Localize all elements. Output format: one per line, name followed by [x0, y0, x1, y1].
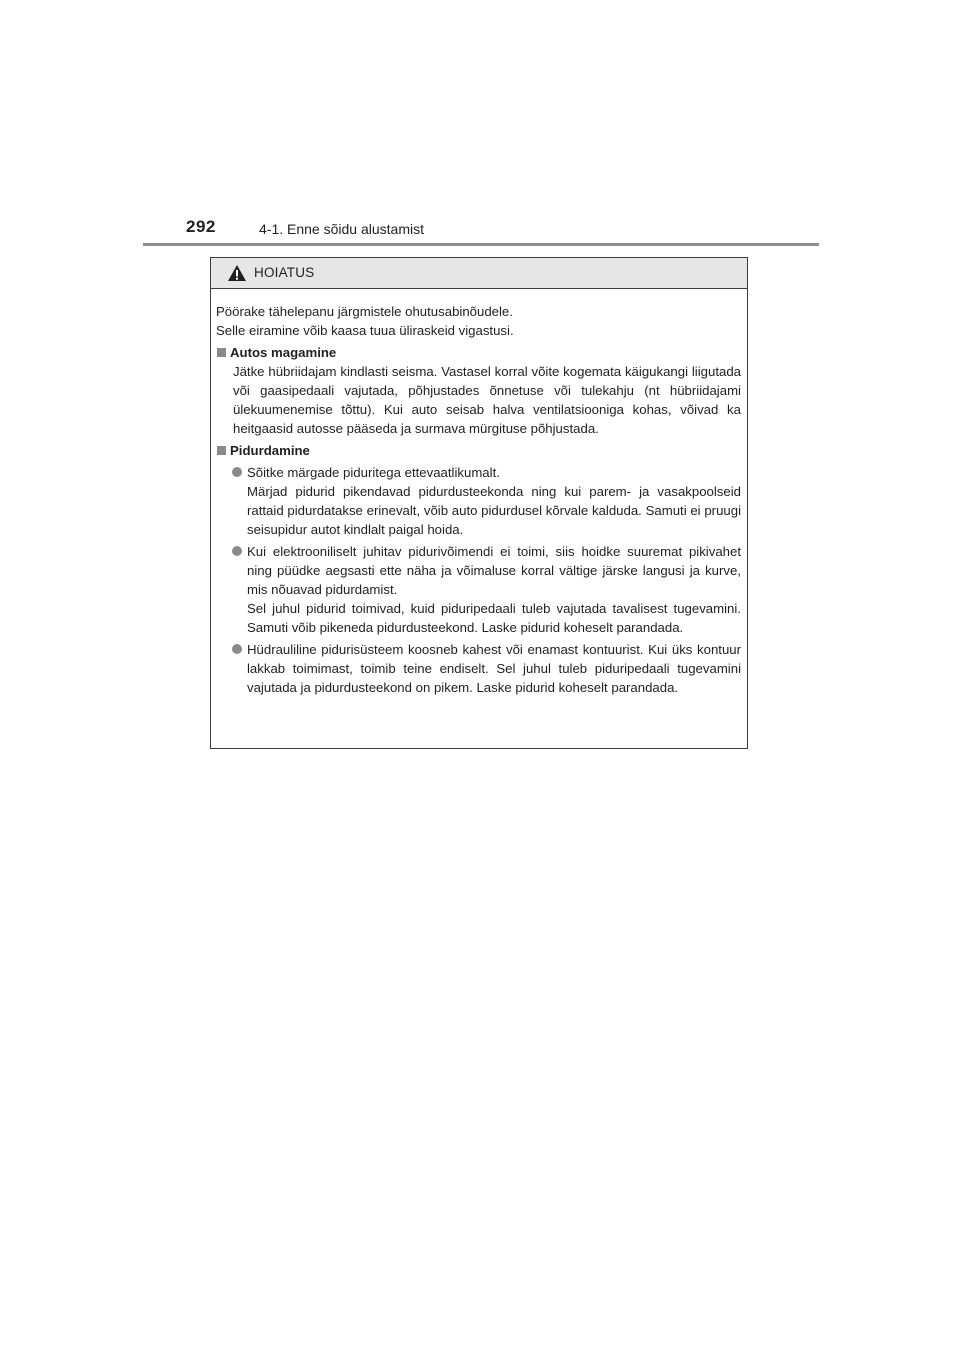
list-item-text: Sõitke märgade piduritega ettevaatlikumalt.	[247, 465, 500, 480]
list-item-text: Kui elektrooniliselt juhitav pidurivõimendi ei toimi, siis hoidke suuremat pikivahet ning püüdke aegsasti ette näha ja võimaluse korral vältige järske langusi ja kurve, mis nõuavad pidurdamist.	[247, 544, 741, 597]
list-item-text: Hüdrauliline pidurisüsteem koosneb kahest või enamast kontuurist. Kui üks kontuur lakkab toimimast, toimib teine endiselt. Sel juhul tuleb piduripedaali tugevamini vajutada ja pidurdusteekond on pikem. Laske pidurid koheselt parandada.	[247, 642, 741, 695]
warning-box	[210, 257, 748, 749]
square-bullet-icon	[217, 446, 226, 455]
warning-header	[211, 258, 747, 289]
round-bullet-icon	[232, 546, 242, 556]
round-bullet-icon	[232, 467, 242, 477]
intro-line: Selle eiramine võib kaasa tuua üliraskeid vigastusi.	[216, 323, 514, 338]
warning-triangle-icon	[227, 264, 247, 282]
intro-line: Pöörake tähelepanu järgmistele ohutusabinõudele.	[216, 304, 513, 319]
topic-heading-label: Pidurdamine	[230, 443, 310, 458]
list-item	[216, 463, 741, 539]
round-bullet-icon	[232, 644, 242, 654]
section-title: 4-1. Enne sõidu alustamist	[259, 221, 424, 237]
list-item-text: Sel juhul pidurid toimivad, kuid piduripedaali tuleb vajutada tavalisest tugevamini. Samuti võib pikeneda pidurdusteekond. Laske pidurid koheselt parandada.	[247, 601, 741, 635]
topic-braking	[216, 441, 741, 697]
topic-heading	[216, 441, 741, 460]
warning-intro	[216, 302, 741, 340]
warning-body	[211, 289, 747, 697]
topic-paragraph: Jätke hübriidajam kindlasti seisma. Vastasel korral võite kogemata käigukangi liigutada või gaasipedaali vajutada, põhjustades õnnetuse või tulekahju (nt hübriidajami ülekuumenemise tõttu). Kui auto seisab halva ventilatsiooniga kohas, võivad ka heitgaasid autosse pääseda ja surmava mürgituse põhjustada.	[233, 364, 741, 436]
square-bullet-icon	[217, 348, 226, 357]
page-number: 292	[186, 217, 216, 236]
topic-sleeping	[216, 343, 741, 438]
header-divider	[143, 243, 819, 246]
list-item	[216, 542, 741, 637]
list-item	[216, 640, 741, 697]
topic-heading-label: Autos magamine	[230, 345, 337, 360]
warning-title: HOIATUS	[254, 265, 315, 280]
topic-heading	[216, 343, 741, 362]
list-item-text: Märjad pidurid pikendavad pidurdusteekonda ning kui parem- ja vasakpoolseid rattaid pidurdatakse erinevalt, võib auto pidurdusel kõrvale kalduda. Samuti ei pruugi seisupidur autot kindlalt paigal hoida.	[247, 484, 741, 537]
